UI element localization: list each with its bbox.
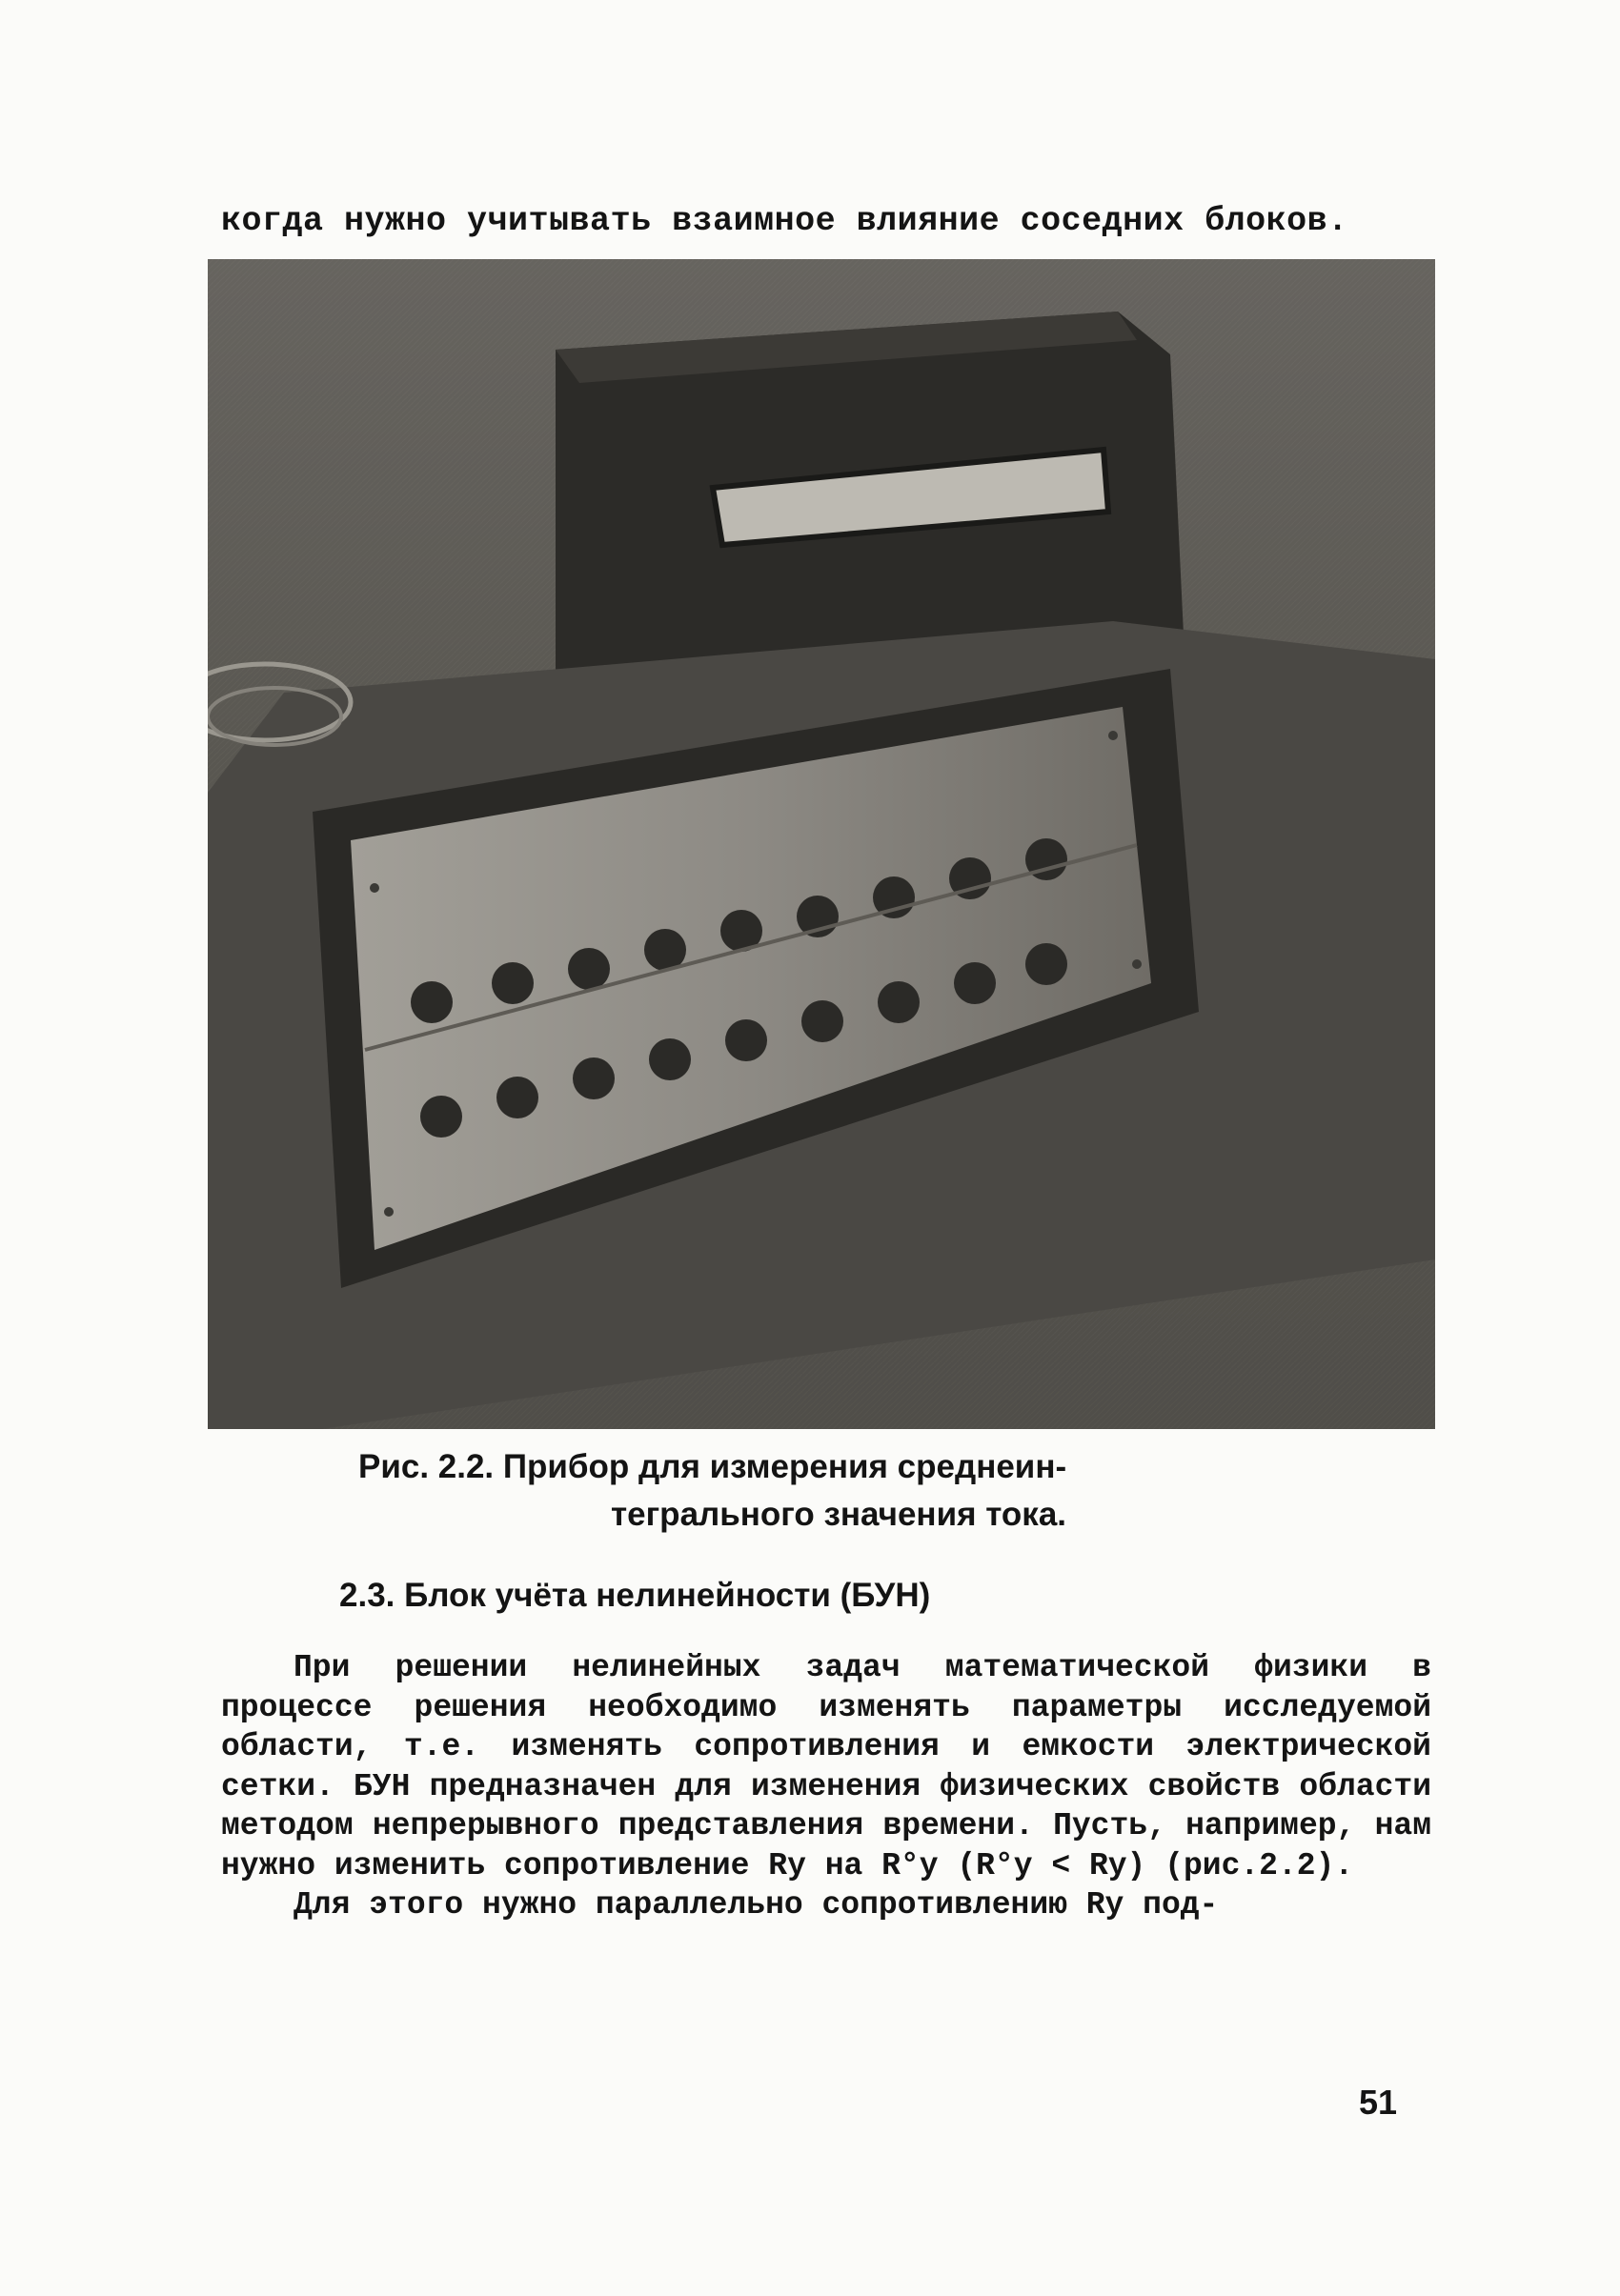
continuation-line: когда нужно учитывать взаимное влияние соседних блоков. <box>221 202 1348 240</box>
paragraph: При решении нелинейных задач математической физики в процессе решения необходимо изменять параметры исследуемой области, т.е. изменять сопротивления и емкости электрической сетки. БУН предназначен для изменения физических свойств области методом непрерывного представления времени. Пусть, например, нам нужно изменить сопротивление Rу на R°у (R°у < Rу) (рис.2.2). <box>221 1650 1431 1883</box>
page-number: 51 <box>1359 2083 1398 2122</box>
body-text <box>221 1648 1431 1925</box>
figure-photo <box>208 259 1435 1429</box>
paragraph: Для этого нужно параллельно сопротивлению Rу под- <box>294 1887 1219 1923</box>
figure-caption-line-2: тегрального значения тока. <box>611 1496 1067 1533</box>
device-photo-illustration <box>208 259 1435 1429</box>
figure-caption-line-1: Рис. 2.2. Прибор для измерения среднеин- <box>358 1448 1067 1485</box>
section-heading: 2.3. Блок учёта нелинейности (БУН) <box>339 1577 931 1614</box>
figure-caption <box>358 1443 1273 1539</box>
